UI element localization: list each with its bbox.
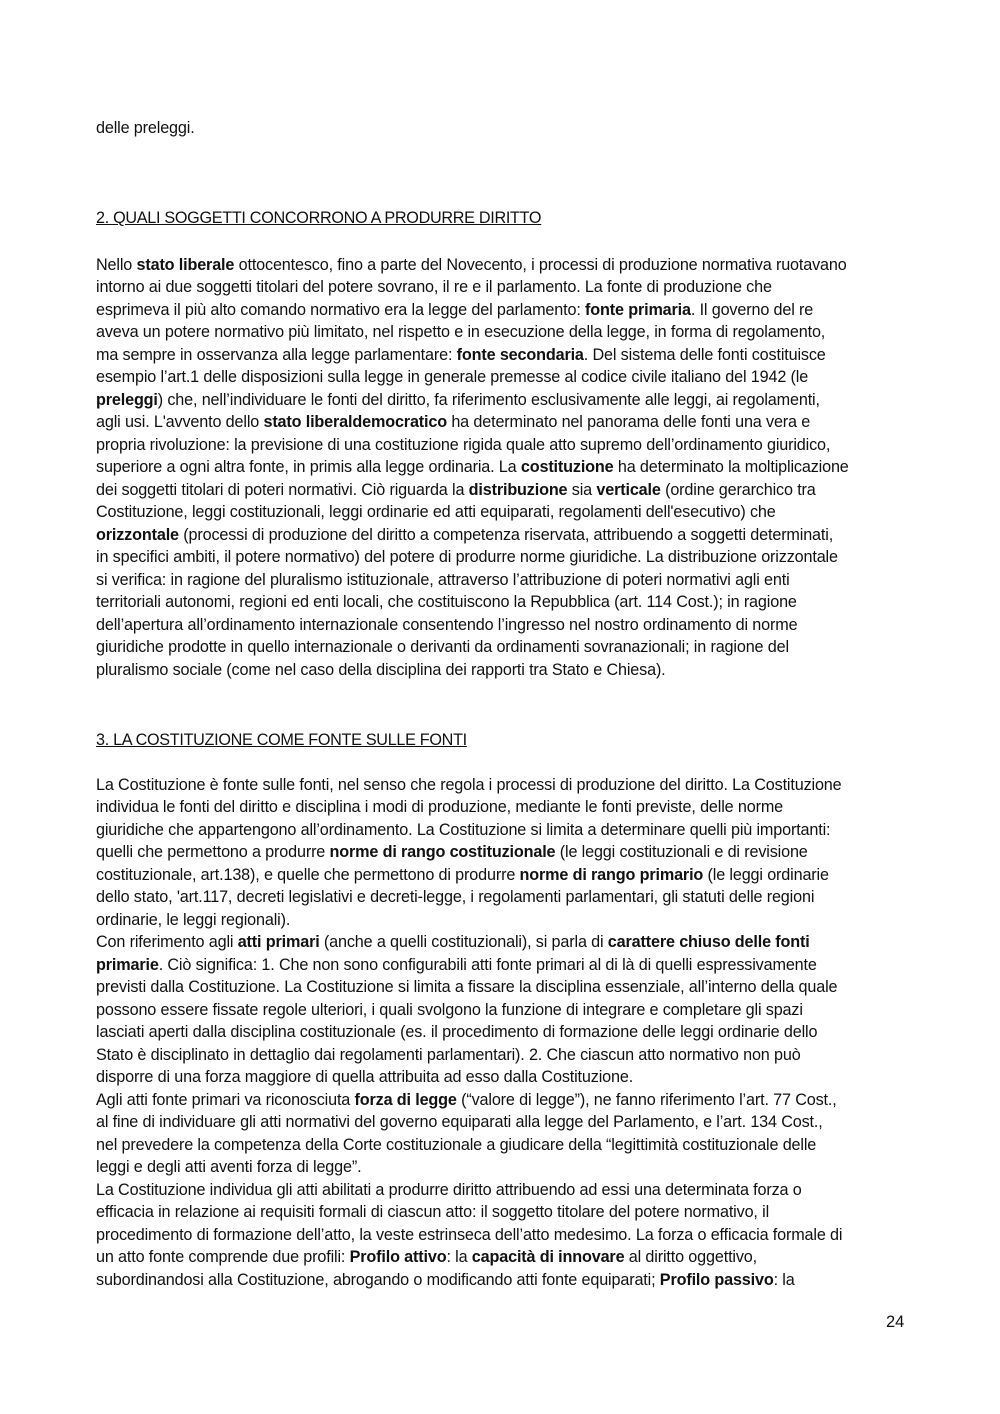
section-2-heading [96,207,541,229]
text-line [96,1179,802,1201]
text-segment: Nello [96,256,137,274]
text-segment: La Costituzione è fonte sulle fonti, nel senso che regola i processi di produzione del diritto. La Costituzione [96,776,842,794]
text-line [96,614,797,636]
text-line [96,864,829,886]
bold-term: fonte primaria [585,301,691,319]
text-segment: giuridiche che appartengono all’ordinamento. La Costituzione si limita a determinare quelli più importanti: [96,821,831,839]
text-line [96,434,830,456]
text-line [96,524,833,546]
text-line [96,931,810,953]
text-segment: dello stato, 'art.117, decreti legislativi e decreti-legge, i regolamenti parlamentari, gli statuti delle regioni [96,888,815,906]
text-line [96,999,803,1021]
bold-term: Profilo attivo [349,1248,447,1266]
text-line [96,1089,837,1111]
text-segment: Con riferimento agli [96,933,238,951]
text-segment: (processi di produzione del diritto a competenza riservata, attribuendo a soggetti determinati, [178,526,834,544]
text-segment: ha determinato la moltiplicazione [613,458,849,476]
text-segment: 2. QUALI SOGGETTI CONCORRONO A PRODURRE DIRITTO [96,209,542,227]
text-segment: al fine di individuare gli atti normativi del governo equiparati alla legge del Parlamento, e l’art. 134 Cost., [96,1113,823,1131]
text-line [96,254,847,276]
bold-term: distribuzione [468,481,568,499]
text-line [96,276,772,298]
text-segment: ) che, nell’individuare le fonti del diritto, fa riferimento esclusivamente alle leggi, ai regolamenti, [157,391,820,409]
text-line [96,411,810,433]
bold-term: stato liberaldemocratico [263,413,447,431]
text-segment: lasciati aperti dalla disciplina costituzionale (es. il procedimento di formazione delle leggi ordinarie dello [96,1023,818,1041]
text-line [96,1224,842,1246]
text-line [96,117,195,139]
text-segment: procedimento di formazione dell’atto, la veste estrinseca dell’atto medesimo. La forza o efficacia formale di [96,1226,843,1244]
text-line [96,1134,816,1156]
text-line [96,774,842,796]
text-line [96,321,825,343]
text-segment: intorno ai due soggetti titolari del potere sovrano, il re e il parlamento. La fonte di produzione che [96,278,772,296]
text-line [96,976,837,998]
text-line [96,1066,633,1088]
text-segment: . Il governo del re [690,301,814,319]
text-line [96,659,666,681]
bold-term: Profilo passivo [659,1271,774,1289]
text-segment: agli usi. L'avvento dello [96,413,264,431]
bold-term: norme di rango primario [519,866,704,884]
text-line [96,1044,801,1066]
text-segment: giuridiche prodotte in quello internazionale o derivanti da ordinamenti sovranazionali; in ragione del [96,638,789,656]
text-segment: previsti dalla Costituzione. La Costituzione si limita a fissare la disciplina essenziale, all’interno della quale [96,978,838,996]
text-segment: esprimeva il più alto comando normativo era la legge del parlamento: [96,301,586,319]
text-segment: aveva un potere normativo più limitato, nel rispetto e in esecuzione della legge, in forma di regolamento, [96,323,826,341]
page-number: 24 [886,1313,905,1331]
text-segment: leggi e degli atti aventi forza di legge”. [96,1158,362,1176]
text-segment: esempio l’art.1 delle disposizioni sulla legge in generale premesse al codice civile italiano del 1942 (le [96,368,809,386]
bold-term: forza di legge [354,1091,457,1109]
text-segment: (“valore di legge”), ne fanno riferimento l’art. 77 Cost., [456,1091,837,1109]
text-segment: . Ciò significa: 1. Che non sono configurabili atti fonte primari al di là di quelli espressivamente [158,956,817,974]
text-line [96,909,290,931]
text-segment: (ordine gerarchico tra [660,481,816,499]
text-line [96,636,789,658]
bold-term: primarie [96,956,159,974]
bold-term: preleggi [96,391,158,409]
text-segment: delle preleggi. [96,119,195,137]
text-line [96,1156,361,1178]
text-segment: (anche a quelli costituzionali), si parla di [319,933,608,951]
text-segment: sia [567,481,597,499]
text-segment: pluralismo sociale (come nel caso della disciplina dei rapporti tra Stato e Chiesa). [96,661,666,679]
text-segment: superiore a ogni altra fonte, in primis alla legge ordinaria. La [96,458,521,476]
text-segment: Costituzione, leggi costituzionali, leggi ordinarie ed atti equiparati, regolamenti dell'esecutivo) che [96,503,776,521]
text-line [96,1269,795,1291]
text-segment: subordinandosi alla Costituzione, abrogando o modificando atti fonte equiparati; [96,1271,660,1289]
text-line [96,954,817,976]
text-line [96,841,808,863]
text-segment: (le leggi ordinarie [703,866,829,884]
text-segment: possono essere fissate regole ulteriori, i quali svolgono la funzione di integrare e completare gli spazi [96,1001,803,1019]
text-line [96,1021,817,1043]
bold-term: verticale [596,481,661,499]
text-line [96,1111,823,1133]
text-segment: territoriali autonomi, regioni ed enti locali, che costituiscono la Repubblica (art. 114 Cost.); in ragione [96,593,797,611]
text-line [96,366,808,388]
text-segment: disporre di una forza maggiore di quella attribuita ad esso dalla Costituzione. [96,1068,634,1086]
text-line [96,456,849,478]
text-line [96,819,830,841]
text-segment: in specifici ambiti, il potere normativo) del potere di produrre norme giuridiche. La distribuzione orizzontale [96,548,838,566]
bold-term: carattere chiuso delle fonti [607,933,810,951]
text-segment: si verifica: in ragione del pluralismo istituzionale, attraverso l’attribuzione di poteri normativi agli enti [96,571,790,589]
text-segment: quelli che permettono a produrre [96,843,330,861]
text-segment: . Del sistema delle fonti costituisce [583,346,826,364]
text-line [96,591,797,613]
text-segment: dell’apertura all’ordinamento internazionale consentendo l’ingresso nel nostro ordinamento di norme [96,616,798,634]
text-line [96,886,814,908]
text-line [96,1246,757,1268]
text-segment: Stato è disciplinato in dettaglio dai regolamenti parlamentari). 2. Che ciascun atto normativo non può [96,1046,801,1064]
text-line [96,1201,769,1223]
text-segment: ordinarie, le leggi regionali). [96,911,291,929]
bold-term: atti primari [237,933,320,951]
text-segment: individua le fonti del diritto e disciplina i modi di produzione, mediante le fonti previste, delle norme [96,798,783,816]
text-line [96,479,816,501]
text-line [96,299,813,321]
text-segment: ha determinato nel panorama delle fonti una vera e [446,413,811,431]
text-line [96,344,826,366]
text-segment: : la [446,1248,472,1266]
text-segment: (le leggi costituzionali e di revisione [555,843,808,861]
text-segment: costituzionale, art.138), e quelle che permettono di produrre [96,866,520,884]
section-3-heading [96,729,467,751]
text-line [96,546,838,568]
text-segment: ottocentesco, fino a parte del Novecento, i processi di produzione normativa ruotavano [234,256,847,274]
text-segment: Agli atti fonte primari va riconosciuta [96,1091,355,1109]
text-segment: 3. LA COSTITUZIONE COME FONTE SULLE FONTI [96,731,467,749]
text-segment: La Costituzione individua gli atti abilitati a produrre diritto attribuendo ad essi una determinata forza o [96,1181,802,1199]
text-segment: nel prevedere la competenza della Corte costituzionale a giudicare della “legittimità costituzionale delle [96,1136,817,1154]
bold-term: orizzontale [96,526,179,544]
bold-term: stato liberale [136,256,235,274]
bold-term: costituzione [520,458,614,476]
bold-term: fonte secondaria [456,346,584,364]
text-segment: propria rivoluzione: la previsione di una costituzione rigida quale atto supremo dell’ordinamento giuridico, [96,436,831,454]
text-line [96,796,783,818]
text-segment: : la [773,1271,795,1289]
text-segment: efficacia in relazione ai requisiti formali di ciascun atto: il soggetto titolare del potere normativo, il [96,1203,770,1221]
text-segment: al diritto oggettivo, [624,1248,758,1266]
text-segment: un atto fonte comprende due profili: [96,1248,350,1266]
text-segment: dei soggetti titolari di poteri normativi. Ciò riguarda la [96,481,469,499]
text-line [96,389,820,411]
bold-term: norme di rango costituzionale [329,843,556,861]
text-line [96,501,776,523]
text-line [96,569,790,591]
bold-term: capacità di innovare [471,1248,625,1266]
text-segment: ma sempre in osservanza alla legge parlamentare: [96,346,457,364]
